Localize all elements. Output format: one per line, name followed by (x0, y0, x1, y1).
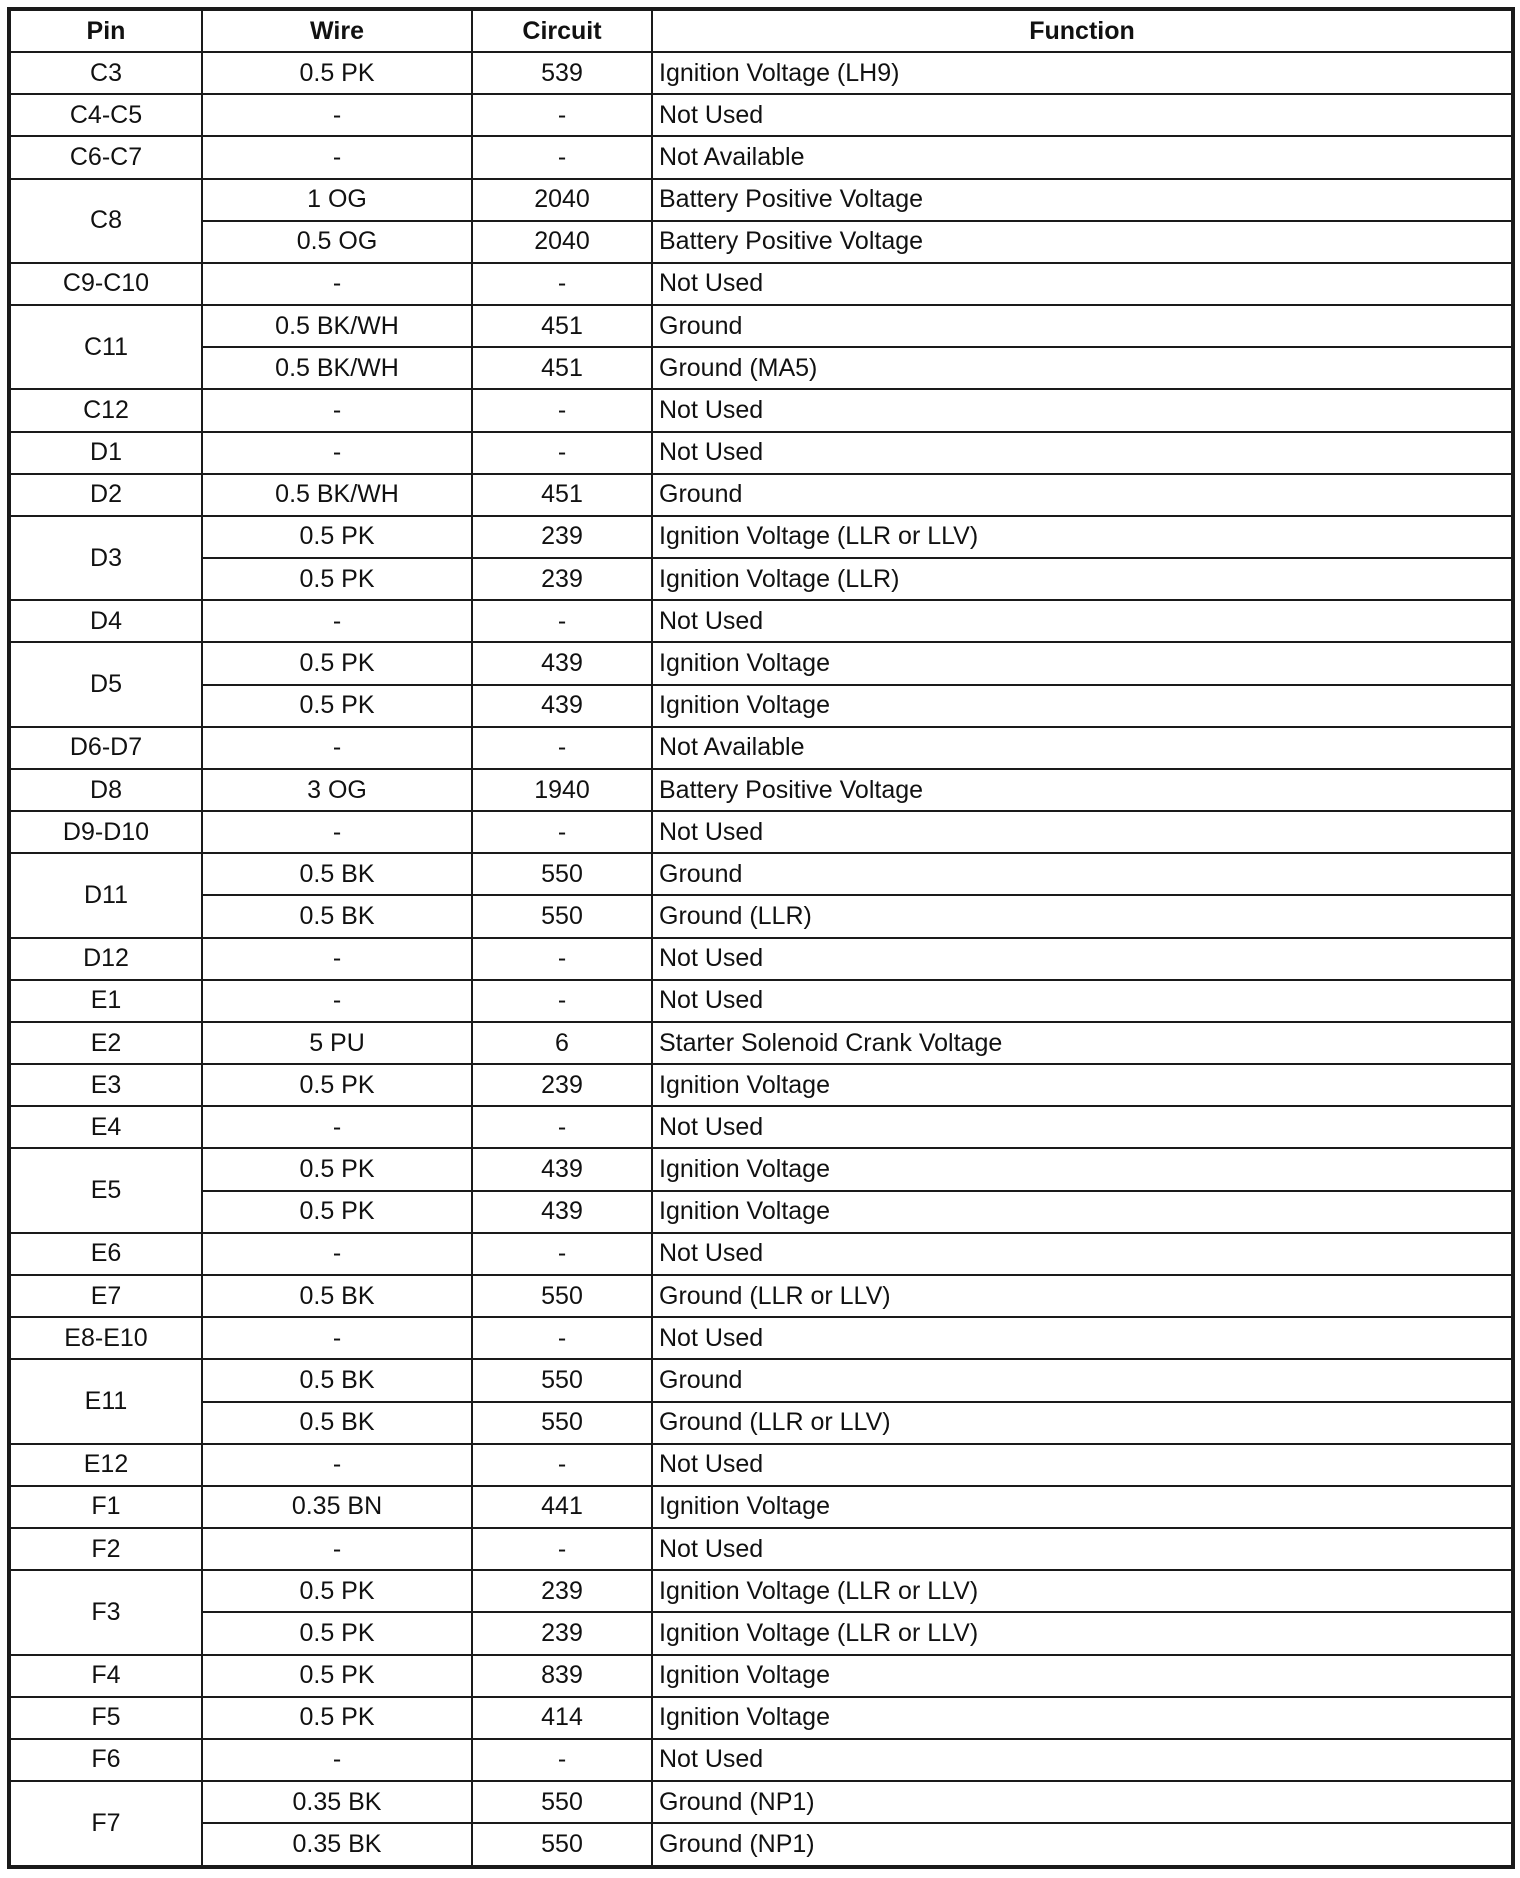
wire-cell: - (202, 980, 472, 1022)
function-cell: Ground (652, 853, 1513, 895)
wire-cell: 1 OG (202, 179, 472, 221)
function-cell: Not Available (652, 727, 1513, 769)
pin-cell: F3 (9, 1570, 202, 1654)
pin-cell: D11 (9, 853, 202, 937)
wire-cell: 0.35 BK (202, 1823, 472, 1867)
function-cell: Ignition Voltage (652, 685, 1513, 727)
table-row (9, 1528, 1513, 1570)
wire-cell: - (202, 1233, 472, 1275)
function-cell: Ground (652, 1359, 1513, 1401)
header-function: Function (652, 9, 1513, 52)
pin-cell: D6-D7 (9, 727, 202, 769)
table-row (9, 1317, 1513, 1359)
wire-cell: - (202, 1528, 472, 1570)
pin-cell: E8-E10 (9, 1317, 202, 1359)
circuit-cell: 2040 (472, 179, 652, 221)
function-cell: Not Used (652, 980, 1513, 1022)
circuit-cell: - (472, 1739, 652, 1781)
table-row (9, 1444, 1513, 1486)
function-cell: Ignition Voltage (652, 1655, 1513, 1697)
circuit-cell: 550 (472, 1823, 652, 1867)
wire-cell: 0.5 BK (202, 853, 472, 895)
pin-cell: C9-C10 (9, 263, 202, 305)
function-cell: Not Used (652, 389, 1513, 431)
wire-cell: 0.5 PK (202, 642, 472, 684)
wire-cell: - (202, 94, 472, 136)
wire-cell: 0.5 PK (202, 685, 472, 727)
function-cell: Ignition Voltage (LLR or LLV) (652, 516, 1513, 558)
function-cell: Ignition Voltage (652, 1064, 1513, 1106)
function-cell: Ignition Voltage (LLR or LLV) (652, 1570, 1513, 1612)
function-cell: Ground (NP1) (652, 1823, 1513, 1867)
pin-cell: E4 (9, 1106, 202, 1148)
circuit-cell: 550 (472, 895, 652, 937)
circuit-cell: 550 (472, 853, 652, 895)
pin-cell: F7 (9, 1781, 202, 1867)
circuit-cell: - (472, 727, 652, 769)
wire-cell: 0.5 OG (202, 221, 472, 263)
wire-cell: 0.5 PK (202, 1191, 472, 1233)
function-cell: Ignition Voltage (652, 1697, 1513, 1739)
circuit-cell: 2040 (472, 221, 652, 263)
table-row (9, 263, 1513, 305)
table-row (9, 1781, 1513, 1823)
wire-cell: 0.5 PK (202, 1148, 472, 1190)
function-cell: Ignition Voltage (652, 1148, 1513, 1190)
pin-cell: E11 (9, 1359, 202, 1443)
header-row (9, 9, 1513, 52)
function-cell: Ignition Voltage (LH9) (652, 52, 1513, 94)
table-row (9, 1739, 1513, 1781)
function-cell: Ground (LLR or LLV) (652, 1275, 1513, 1317)
circuit-cell: 451 (472, 474, 652, 516)
pin-cell: E12 (9, 1444, 202, 1486)
circuit-cell: - (472, 263, 652, 305)
pin-cell: D3 (9, 516, 202, 600)
table-row (9, 389, 1513, 431)
function-cell: Not Used (652, 1739, 1513, 1781)
wire-cell: 0.5 PK (202, 516, 472, 558)
function-cell: Not Used (652, 1106, 1513, 1148)
wire-cell: - (202, 389, 472, 431)
table-row (9, 474, 1513, 516)
wire-cell: 0.35 BN (202, 1486, 472, 1528)
circuit-cell: - (472, 1444, 652, 1486)
wire-cell: 0.5 BK/WH (202, 474, 472, 516)
pin-cell: E7 (9, 1275, 202, 1317)
function-cell: Ground (652, 474, 1513, 516)
pin-cell: F5 (9, 1697, 202, 1739)
function-cell: Not Used (652, 1528, 1513, 1570)
pin-cell: F2 (9, 1528, 202, 1570)
circuit-cell: - (472, 94, 652, 136)
circuit-cell: 439 (472, 1191, 652, 1233)
circuit-cell: 239 (472, 558, 652, 600)
table-row (9, 642, 1513, 684)
pin-cell: E5 (9, 1148, 202, 1232)
function-cell: Not Used (652, 1233, 1513, 1275)
circuit-cell: - (472, 389, 652, 431)
wire-cell: 5 PU (202, 1022, 472, 1064)
table-body (9, 52, 1513, 1867)
circuit-cell: - (472, 811, 652, 853)
wire-cell: - (202, 727, 472, 769)
wire-cell: - (202, 263, 472, 305)
wire-cell: - (202, 811, 472, 853)
wire-cell: 0.35 BK (202, 1781, 472, 1823)
header-circuit: Circuit (472, 9, 652, 52)
circuit-cell: 6 (472, 1022, 652, 1064)
table-row (9, 1148, 1513, 1190)
circuit-cell: 239 (472, 516, 652, 558)
circuit-cell: 441 (472, 1486, 652, 1528)
wire-cell: 0.5 BK (202, 895, 472, 937)
pin-cell: D5 (9, 642, 202, 726)
pin-cell: C3 (9, 52, 202, 94)
pin-table (7, 7, 1515, 1869)
wire-cell: - (202, 600, 472, 642)
circuit-cell: 239 (472, 1612, 652, 1654)
wire-cell: 0.5 PK (202, 558, 472, 600)
circuit-cell: 239 (472, 1570, 652, 1612)
wire-cell: - (202, 1739, 472, 1781)
circuit-cell: - (472, 980, 652, 1022)
function-cell: Ignition Voltage (LLR) (652, 558, 1513, 600)
wire-cell: 0.5 PK (202, 1064, 472, 1106)
wire-cell: 0.5 BK (202, 1359, 472, 1401)
table-row (9, 347, 1513, 389)
table-row (9, 895, 1513, 937)
table-row (9, 811, 1513, 853)
function-cell: Not Used (652, 94, 1513, 136)
pin-cell: F6 (9, 1739, 202, 1781)
pin-cell: E1 (9, 980, 202, 1022)
circuit-cell: - (472, 1233, 652, 1275)
function-cell: Ground (LLR or LLV) (652, 1402, 1513, 1444)
pin-cell: F1 (9, 1486, 202, 1528)
table-row (9, 1402, 1513, 1444)
circuit-cell: - (472, 1528, 652, 1570)
function-cell: Not Used (652, 1317, 1513, 1359)
pin-cell: D12 (9, 938, 202, 980)
pin-cell: D4 (9, 600, 202, 642)
pin-cell: E6 (9, 1233, 202, 1275)
function-cell: Starter Solenoid Crank Voltage (652, 1022, 1513, 1064)
table-row (9, 516, 1513, 558)
function-cell: Not Used (652, 811, 1513, 853)
wire-cell: - (202, 938, 472, 980)
header-pin: Pin (9, 9, 202, 52)
function-cell: Ground (NP1) (652, 1781, 1513, 1823)
table-row (9, 1823, 1513, 1867)
wire-cell: - (202, 432, 472, 474)
function-cell: Battery Positive Voltage (652, 221, 1513, 263)
circuit-cell: 439 (472, 1148, 652, 1190)
pin-cell: F4 (9, 1655, 202, 1697)
pin-cell: C4-C5 (9, 94, 202, 136)
circuit-cell: - (472, 1317, 652, 1359)
function-cell: Not Used (652, 1444, 1513, 1486)
wire-cell: 0.5 BK/WH (202, 347, 472, 389)
circuit-cell: 239 (472, 1064, 652, 1106)
wire-cell: 0.5 BK (202, 1402, 472, 1444)
circuit-cell: 539 (472, 52, 652, 94)
function-cell: Not Used (652, 938, 1513, 980)
circuit-cell: - (472, 938, 652, 980)
table-row (9, 1191, 1513, 1233)
circuit-cell: 439 (472, 685, 652, 727)
table-row (9, 1612, 1513, 1654)
function-cell: Ground (LLR) (652, 895, 1513, 937)
pin-cell: D9-D10 (9, 811, 202, 853)
table-row (9, 1106, 1513, 1148)
wire-cell: 0.5 PK (202, 1697, 472, 1739)
circuit-cell: - (472, 600, 652, 642)
circuit-cell: 451 (472, 347, 652, 389)
pin-cell: C8 (9, 179, 202, 263)
wire-cell: 0.5 PK (202, 1570, 472, 1612)
table-row (9, 769, 1513, 811)
wire-cell: 0.5 PK (202, 52, 472, 94)
circuit-cell: 451 (472, 305, 652, 347)
wire-cell: 0.5 PK (202, 1655, 472, 1697)
table-row (9, 853, 1513, 895)
function-cell: Battery Positive Voltage (652, 179, 1513, 221)
wire-cell: 3 OG (202, 769, 472, 811)
table-row (9, 432, 1513, 474)
table-row (9, 558, 1513, 600)
wire-cell: 0.5 PK (202, 1612, 472, 1654)
circuit-cell: 414 (472, 1697, 652, 1739)
pin-cell: D2 (9, 474, 202, 516)
function-cell: Ground (652, 305, 1513, 347)
circuit-cell: - (472, 136, 652, 178)
table-row (9, 1233, 1513, 1275)
circuit-cell: 550 (472, 1275, 652, 1317)
pin-cell: C6-C7 (9, 136, 202, 178)
function-cell: Ignition Voltage (LLR or LLV) (652, 1612, 1513, 1654)
circuit-cell: - (472, 432, 652, 474)
table-row (9, 94, 1513, 136)
function-cell: Not Used (652, 263, 1513, 305)
table-row (9, 1022, 1513, 1064)
table-row (9, 1697, 1513, 1739)
table-row (9, 685, 1513, 727)
pin-cell: C11 (9, 305, 202, 389)
header-wire: Wire (202, 9, 472, 52)
table-row (9, 980, 1513, 1022)
table-row (9, 1570, 1513, 1612)
circuit-cell: 439 (472, 642, 652, 684)
wire-cell: - (202, 1106, 472, 1148)
wire-cell: 0.5 BK/WH (202, 305, 472, 347)
function-cell: Ignition Voltage (652, 1486, 1513, 1528)
pin-cell: C12 (9, 389, 202, 431)
function-cell: Ignition Voltage (652, 642, 1513, 684)
function-cell: Ignition Voltage (652, 1191, 1513, 1233)
table-row (9, 305, 1513, 347)
wire-cell: - (202, 136, 472, 178)
table-row (9, 1275, 1513, 1317)
table-row (9, 136, 1513, 178)
table-row (9, 938, 1513, 980)
circuit-cell: 1940 (472, 769, 652, 811)
table-row (9, 221, 1513, 263)
wire-cell: - (202, 1444, 472, 1486)
table-row (9, 52, 1513, 94)
wire-cell: - (202, 1317, 472, 1359)
function-cell: Not Used (652, 432, 1513, 474)
function-cell: Not Used (652, 600, 1513, 642)
circuit-cell: - (472, 1106, 652, 1148)
function-cell: Not Available (652, 136, 1513, 178)
table-row (9, 1359, 1513, 1401)
circuit-cell: 550 (472, 1781, 652, 1823)
pin-cell: E3 (9, 1064, 202, 1106)
table-row (9, 1064, 1513, 1106)
table-row (9, 179, 1513, 221)
pin-cell: E2 (9, 1022, 202, 1064)
table-row (9, 1486, 1513, 1528)
table-row (9, 1655, 1513, 1697)
pin-cell: D8 (9, 769, 202, 811)
function-cell: Battery Positive Voltage (652, 769, 1513, 811)
circuit-cell: 550 (472, 1359, 652, 1401)
wire-cell: 0.5 BK (202, 1275, 472, 1317)
function-cell: Ground (MA5) (652, 347, 1513, 389)
circuit-cell: 550 (472, 1402, 652, 1444)
table-row (9, 600, 1513, 642)
pin-cell: D1 (9, 432, 202, 474)
circuit-cell: 839 (472, 1655, 652, 1697)
table-row (9, 727, 1513, 769)
